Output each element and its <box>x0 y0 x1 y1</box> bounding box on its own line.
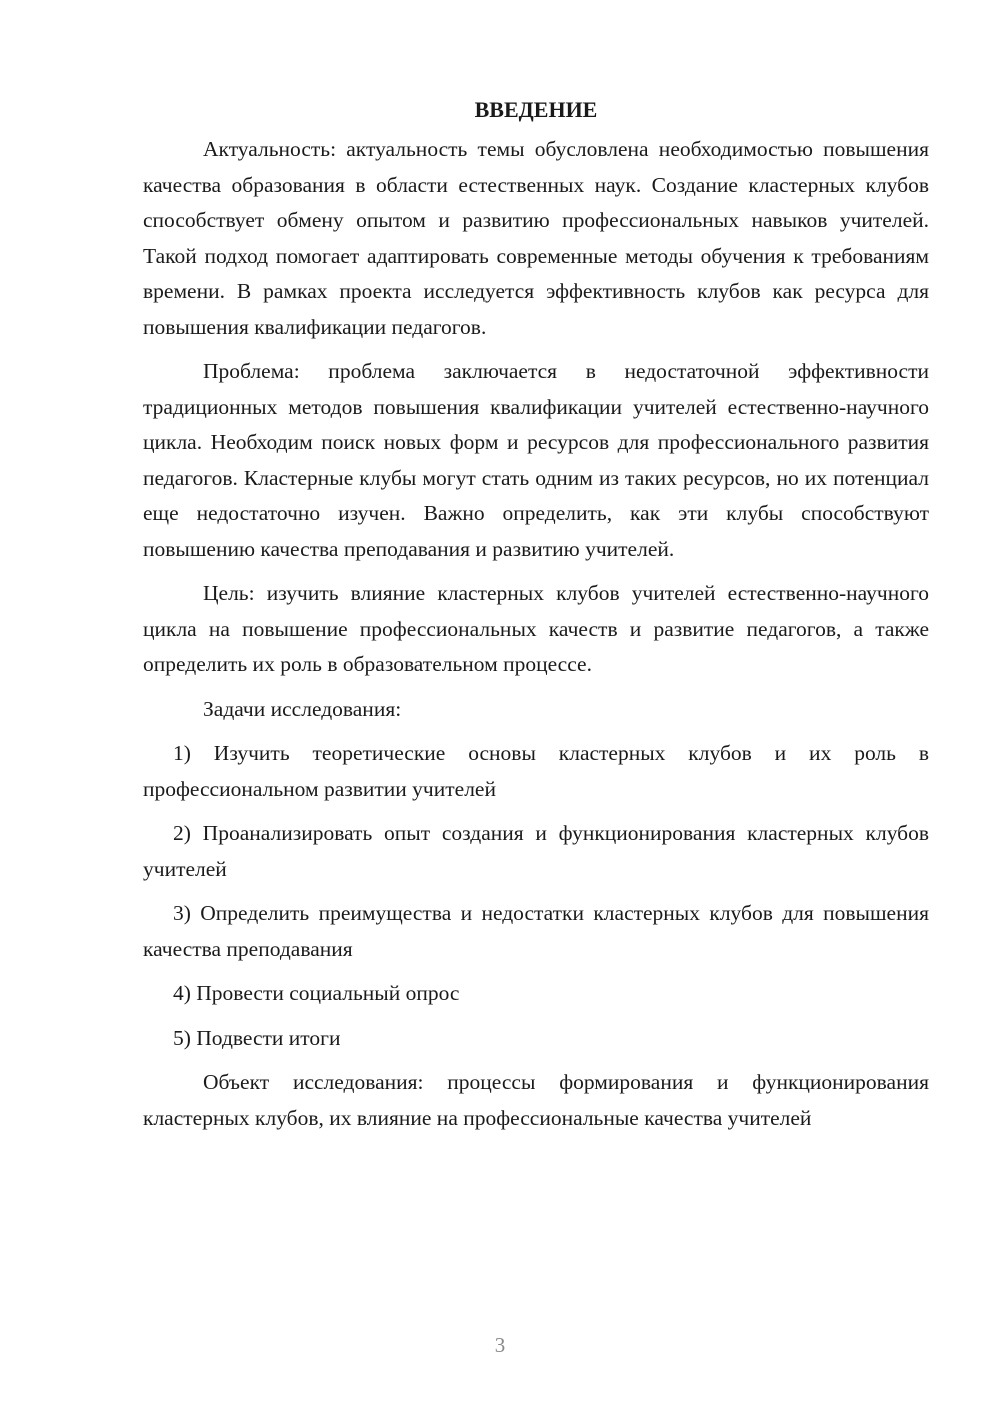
list-item: 3) Определить преимущества и недостатки кластерных клубов для повышения качества преподавания <box>143 901 929 961</box>
document-page <box>143 92 929 1145</box>
problem-paragraph: Проблема: проблема заключается в недостаточной эффективности традиционных методов повышения квалификации учителей естественно-научного цикла. Необходим поиск новых форм и ресурсов для профессионального развития педагогов. Кластерные клубы могут стать одним из таких ресурсов, но их потенциал еще недостаточно изучен. Важно определить, как эти клубы способствуют повышению качества преподавания и развитию учителей. <box>143 359 929 561</box>
object-paragraph: Объект исследования: процессы формирования и функционирования кластерных клубов, их влияние на профессиональные качества учителей <box>143 1070 929 1130</box>
page-number: 3 <box>494 1333 506 1357</box>
relevance-paragraph: Актуальность: актуальность темы обусловлена необходимостью повышения качества образования в области естественных наук. Создание кластерных клубов способствует обмену опытом и развитию профессиональных навыков учителей. Такой подход помогает адаптировать современные методы обучения к требованиям времени. В рамках проекта исследуется эффективность клубов как ресурса для повышения квалификации педагогов. <box>143 137 929 339</box>
list-item: 2) Проанализировать опыт создания и функционирования кластерных клубов учителей <box>143 821 929 881</box>
tasks-heading: Задачи исследования: <box>203 696 402 721</box>
page-title: ВВЕДЕНИЕ <box>474 97 598 122</box>
goal-paragraph: Цель: изучить влияние кластерных клубов учителей естественно-научного цикла на повышение профессиональных качеств и развитие педагогов, а также определить их роль в образовательном процессе. <box>143 581 929 676</box>
list-item: 1) Изучить теоретические основы кластерных клубов и их роль в профессиональном развитии учителей <box>143 741 929 801</box>
list-item: 5) Подвести итоги <box>173 1025 341 1050</box>
tasks-list <box>143 736 929 1056</box>
list-item: 4) Провести социальный опрос <box>173 981 460 1005</box>
